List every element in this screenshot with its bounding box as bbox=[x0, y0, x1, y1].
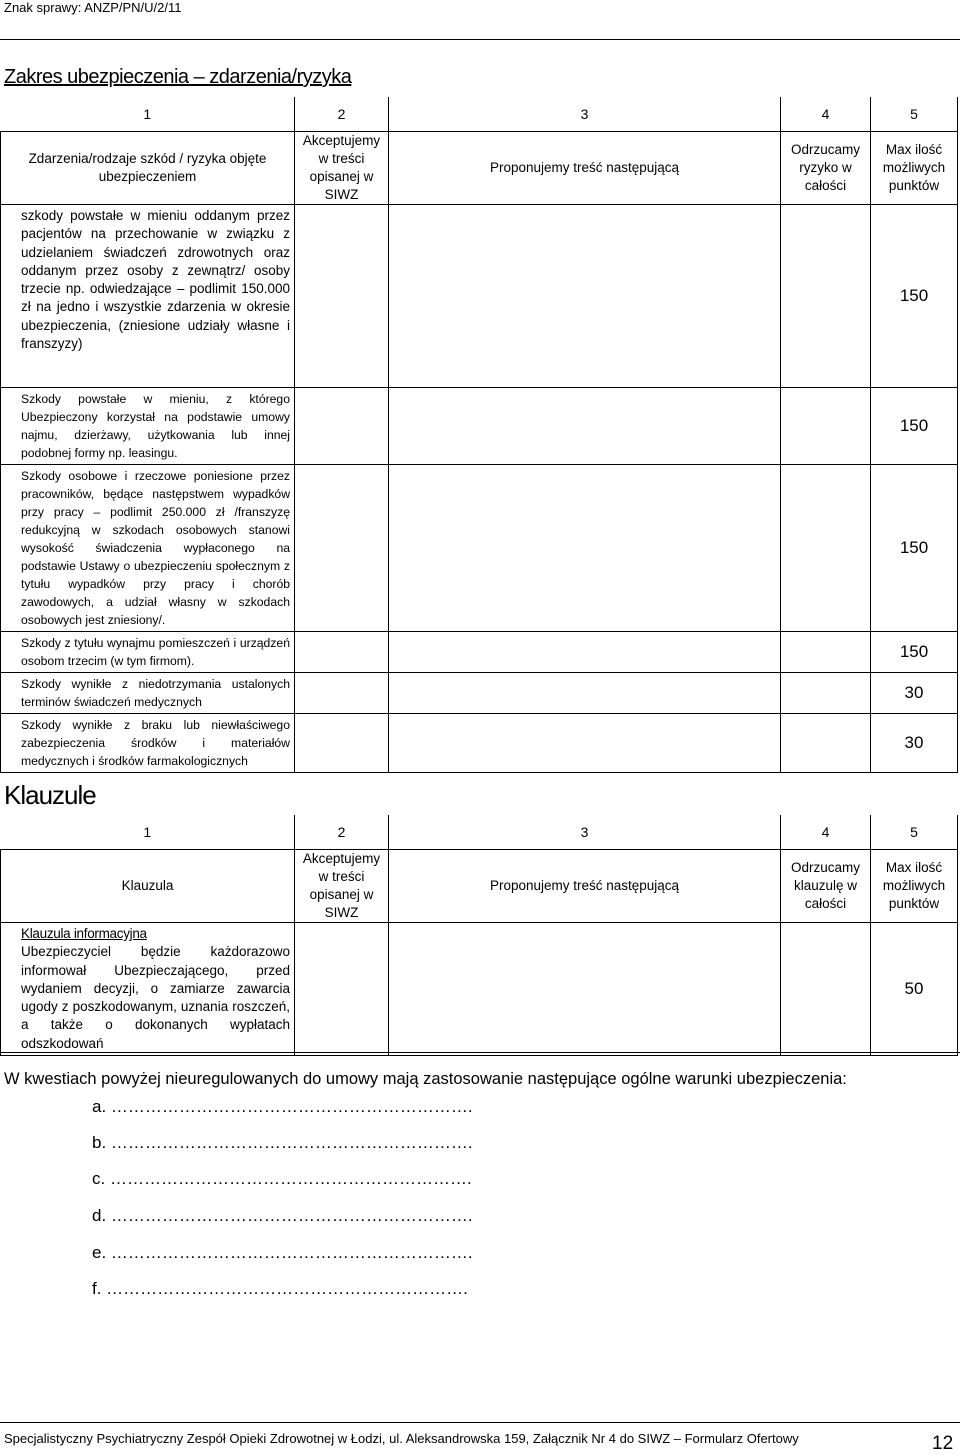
max-points: 150 bbox=[871, 205, 958, 388]
general-terms-item: c. ………………………………………………………. bbox=[92, 1169, 472, 1188]
header-row bbox=[1, 850, 958, 923]
accept-cell[interactable] bbox=[295, 923, 389, 1056]
table-row bbox=[1, 205, 958, 388]
reject-cell[interactable] bbox=[781, 388, 871, 465]
general-terms-item: b. ………………………………………………………. bbox=[92, 1133, 473, 1152]
header-reject: Odrzucamy klauzulę w całości bbox=[781, 850, 871, 923]
risk-description: szkody powstałe w mieniu oddanym przez pacjentów na przechowanie w związku z udzielaniem świadczeń zdrowotnych oraz oddanym przez osoby z zewnątrz/ osoby trzecie np. odwiedzające – podlimit 150.000 zł na jedno i wszystkie zdarzenia w okresie ubezpieczenia, (zniesione udziały własne i franszyzy) bbox=[1, 205, 295, 388]
clause-description bbox=[1, 923, 295, 1056]
page-number: 12 bbox=[932, 1433, 954, 1454]
propose-cell[interactable] bbox=[389, 205, 781, 388]
footer-text: Specjalistyczny Psychiatryczny Zespół Opieki Zdrowotnej w Łodzi, ul. Aleksandrowska 159, Załącznik Nr 4 do SIWZ – Formularz Ofertowy bbox=[4, 1431, 799, 1446]
column-number-row bbox=[1, 97, 958, 132]
general-terms-item: f. ………………………………………………………. bbox=[92, 1279, 468, 1298]
section-title-risks: Zakres ubezpieczenia – zdarzenia/ryzyka bbox=[4, 66, 352, 88]
reject-cell[interactable] bbox=[781, 923, 871, 1056]
max-points: 150 bbox=[871, 632, 958, 673]
general-terms-item: e. ………………………………………………………. bbox=[92, 1243, 473, 1262]
risk-description: Szkody osobowe i rzeczowe poniesione przez pracowników, będące następstwem wypadków przy pracy – podlimit 250.000 zł /franszyzę redukcyjną w szkodach osobowych stanowi wysokość świadczenia wypłaconego na podstawie Ustawy o ubezpieczeniu społecznym z tytułu wypadków przy pracy i chorób zawodowych, a udział własny w szkodach osobowych jest zniesiony/. bbox=[1, 465, 295, 632]
header-propose: Proponujemy treść następującą bbox=[389, 132, 781, 205]
max-points: 30 bbox=[871, 714, 958, 773]
table-row bbox=[1, 714, 958, 773]
header-propose: Proponujemy treść następującą bbox=[389, 850, 781, 923]
header-clause: Klauzula bbox=[1, 850, 295, 923]
footer-rule bbox=[0, 1422, 960, 1423]
max-points: 150 bbox=[871, 388, 958, 465]
risks-table bbox=[0, 97, 958, 773]
general-terms-item: a. ………………………………………………………. bbox=[92, 1097, 473, 1116]
max-points: 30 bbox=[871, 673, 958, 714]
column-number: 3 bbox=[389, 815, 781, 850]
header-accept: Akceptujemy w treści opisanej w SIWZ bbox=[295, 132, 389, 205]
header-max-points: Max ilość możliwych punktów bbox=[871, 850, 958, 923]
propose-cell[interactable] bbox=[389, 388, 781, 465]
accept-cell[interactable] bbox=[295, 673, 389, 714]
propose-cell[interactable] bbox=[389, 632, 781, 673]
reject-cell[interactable] bbox=[781, 632, 871, 673]
accept-cell[interactable] bbox=[295, 714, 389, 773]
column-number-row bbox=[1, 815, 958, 850]
reject-cell[interactable] bbox=[781, 205, 871, 388]
column-number: 1 bbox=[1, 815, 295, 850]
general-terms-intro: W kwestiach powyżej nieuregulowanych do umowy mają zastosowanie następujące ogólne warunki ubezpieczenia: bbox=[4, 1070, 847, 1088]
header-risk-type: Zdarzenia/rodzaje szkód / ryzyka objęte ubezpieczeniem bbox=[1, 132, 295, 205]
table-row bbox=[1, 673, 958, 714]
column-number: 2 bbox=[295, 97, 389, 132]
column-number: 2 bbox=[295, 815, 389, 850]
case-reference: Znak sprawy: ANZP/PN/U/2/11 bbox=[4, 0, 182, 15]
section-title-clauses: Klauzule bbox=[4, 780, 96, 810]
propose-cell[interactable] bbox=[389, 923, 781, 1056]
reject-cell[interactable] bbox=[781, 673, 871, 714]
risk-description: Szkody z tytułu wynajmu pomieszczeń i urządzeń osobom trzecim (w tym firmom). bbox=[1, 632, 295, 673]
table-row bbox=[1, 465, 958, 632]
accept-cell[interactable] bbox=[295, 465, 389, 632]
column-number: 1 bbox=[1, 97, 295, 132]
propose-cell[interactable] bbox=[389, 465, 781, 632]
reject-cell[interactable] bbox=[781, 465, 871, 632]
max-points: 50 bbox=[871, 923, 958, 1056]
table-row bbox=[1, 388, 958, 465]
risk-description: Szkody powstałe w mieniu, z którego Ubezpieczony korzystał na podstawie umowy najmu, dzierżawy, użytkowania lub innej podobnej formy np. leasingu. bbox=[1, 388, 295, 465]
general-terms-item: d. ………………………………………………………. bbox=[92, 1206, 473, 1225]
clause-title: Klauzula informacyjna bbox=[21, 926, 147, 941]
propose-cell[interactable] bbox=[389, 673, 781, 714]
accept-cell[interactable] bbox=[295, 388, 389, 465]
risk-description: Szkody wynikłe z niedotrzymania ustalonych terminów świadczeń medycznych bbox=[1, 673, 295, 714]
header-max-points: Max ilość możliwych punktów bbox=[871, 132, 958, 205]
accept-cell[interactable] bbox=[295, 205, 389, 388]
table-row bbox=[1, 923, 958, 1056]
header-rule bbox=[0, 39, 960, 40]
header-accept: Akceptujemy w treści opisanej w SIWZ bbox=[295, 850, 389, 923]
clause-text: Ubezpieczyciel będzie każdorazowo informował Ubezpieczającego, przed wydaniem decyzji, o zamiarze zawarcia ugody z poszkodowanym, uznania roszczeń, a także o dokonanych wypłatach odszkodowań bbox=[21, 944, 290, 1051]
clauses-table bbox=[0, 815, 958, 1056]
reject-cell[interactable] bbox=[781, 714, 871, 773]
propose-cell[interactable] bbox=[389, 714, 781, 773]
section-rule bbox=[0, 1052, 960, 1053]
header-row bbox=[1, 132, 958, 205]
column-number: 4 bbox=[781, 97, 871, 132]
column-number: 5 bbox=[871, 97, 958, 132]
table-row bbox=[1, 632, 958, 673]
accept-cell[interactable] bbox=[295, 632, 389, 673]
risk-description: Szkody wynikłe z braku lub niewłaściwego zabezpieczenia środków i materiałów medycznych i środków farmakologicznych bbox=[1, 714, 295, 773]
header-reject: Odrzucamy ryzyko w całości bbox=[781, 132, 871, 205]
max-points: 150 bbox=[871, 465, 958, 632]
column-number: 5 bbox=[871, 815, 958, 850]
column-number: 4 bbox=[781, 815, 871, 850]
column-number: 3 bbox=[389, 97, 781, 132]
